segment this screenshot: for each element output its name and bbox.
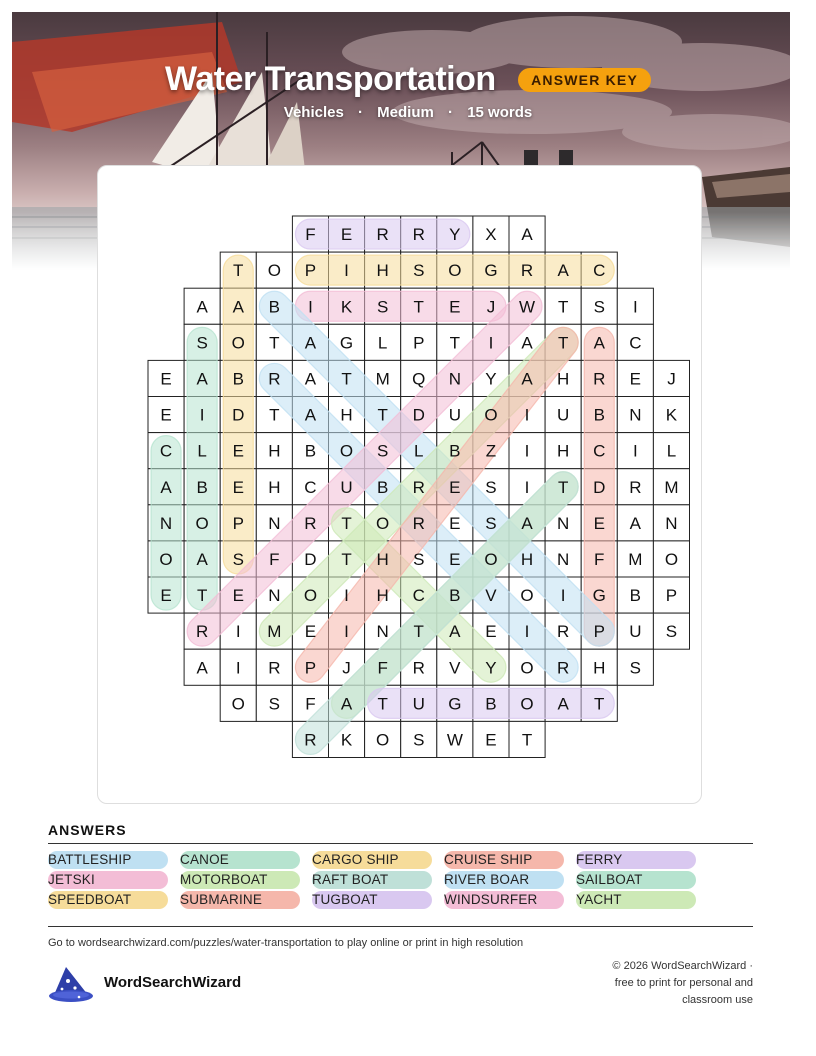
grid-letter: R [268,369,281,389]
grid-letter: A [449,622,461,642]
grid-letter: R [376,225,389,245]
page-title: Water Transportation [164,60,496,98]
grid-letter: B [268,297,281,317]
answer-word: RAFT BOAT [312,871,432,889]
grid-letter: E [449,477,461,497]
category-label: Vehicles [283,104,344,121]
grid-letter: T [449,333,461,353]
grid-letter: B [593,405,605,425]
grid-letter: C [593,441,606,461]
grid-letter: M [664,477,679,497]
grid-letter: S [376,441,389,461]
grid-letter: T [269,405,280,425]
grid-letter: E [232,586,244,606]
answer-word: JETSKI [48,871,168,889]
grid-letter: D [593,477,606,497]
grid-letter: H [340,405,353,425]
grid-letter: T [233,261,244,281]
grid-letter: Y [449,225,461,245]
grid-letter: R [593,369,606,389]
grid-letter: C [629,333,642,353]
grid-letter: G [484,261,498,281]
grid-letter: N [665,513,678,533]
grid-letter: B [196,477,208,497]
grid-letter: R [412,477,425,497]
grid-letter: T [377,405,388,425]
grid-letter: E [232,441,244,461]
grid-letter: O [520,694,534,714]
grid-letter: O [448,261,462,281]
grid-letter: A [521,513,533,533]
answer-word: RIVER BOAR [444,871,564,889]
grid-letter: N [268,513,281,533]
brand-logo[interactable] [48,965,308,1005]
grid-letter: R [520,261,534,281]
grid-letter: K [665,405,678,425]
grid-letter: H [520,549,534,569]
grid-letter: N [557,549,570,569]
answer-word: MOTORBOAT [180,871,300,889]
grid-letter: K [340,297,353,317]
grid-letter: S [376,297,389,317]
grid-letter: I [199,405,205,425]
grid-letter: S [413,730,425,750]
difficulty-label: Medium [377,104,434,121]
grid-letter: I [632,441,638,461]
grid-letter: D [412,405,425,425]
grid-letter: P [665,586,678,606]
answer-word: TUGBOAT [312,891,432,909]
grid-letter: R [304,513,317,533]
grid-letter: H [593,658,606,678]
grid-letter: B [232,369,244,389]
puzzle-card [97,165,702,804]
answer-word: WINDSURFER [444,891,564,909]
grid-letter: S [629,658,642,678]
grid-letter: A [160,477,172,497]
answer-word: SPEEDBOAT [48,891,168,909]
grid-letter: O [231,694,245,714]
grid-letter: A [521,225,533,245]
grid-letter: H [376,586,389,606]
grid-letter: F [269,549,280,569]
grid-letter: A [557,694,569,714]
grid-letter: Y [485,369,497,389]
grid-letter: E [629,369,642,389]
grid-letter: S [232,549,244,569]
grid-letter: O [231,333,245,353]
grid-letter: B [485,694,497,714]
puzzle-meta [0,104,816,121]
grid-letter: S [593,297,605,317]
grid-letter: N [159,513,173,533]
grid-letter: R [629,477,642,497]
word-highlight [295,291,506,321]
copyright-text [573,958,753,1009]
copyright-line: classroom use [682,994,753,1006]
grid-letter: S [413,549,425,569]
grid-letter: T [377,694,388,714]
grid-letter: G [448,694,462,714]
grid-letter: F [377,658,388,678]
grid-letter: E [593,513,605,533]
grid-letter: R [557,658,570,678]
grid-letter: T [269,333,280,353]
grid-letter: H [268,477,281,497]
grid-letter: A [196,297,208,317]
grid-letter: P [304,261,317,281]
answer-word: FERRY [576,851,696,869]
meta-separator: · [448,104,454,121]
grid-letter: B [376,477,389,497]
answers-heading: ANSWERS [48,822,127,838]
word-search-grid [98,166,703,805]
grid-letter: I [308,297,313,317]
grid-letter: A [304,405,317,425]
grid-letter: J [486,297,496,317]
grid-letter: S [485,513,497,533]
grid-letter: F [305,225,316,245]
grid-letter: R [304,730,317,750]
grid-letter: I [632,297,638,317]
grid-letter: O [484,549,498,569]
grid-letter: O [520,658,534,678]
answer-word: YACHT [576,891,696,909]
grid-letter: C [159,441,173,461]
meta-separator: · [358,104,363,121]
grid-letter: T [196,586,208,606]
grid-letter: E [160,405,172,425]
grid-letter: B [449,586,461,606]
grid-letter: E [232,477,244,497]
grid-letter: Y [485,658,497,678]
grid-letter: J [342,658,351,678]
grid-letter: F [594,549,605,569]
grid-letter: T [413,297,424,317]
grid-letter: S [413,261,425,281]
grid-letter: S [665,622,678,642]
grid-letter: N [448,369,461,389]
grid-letter: V [449,658,461,678]
grid-letter: O [159,549,173,569]
grid-letter: O [520,586,534,606]
grid-letter: Q [412,369,426,389]
grid-letter: T [557,477,569,497]
grid-letter: T [557,297,569,317]
grid-letter: T [341,369,352,389]
answer-word: BATTLESHIP [48,851,168,869]
grid-letter: E [449,297,461,317]
grid-letter: N [268,586,281,606]
grid-letter: E [485,622,497,642]
grid-letter: V [485,586,497,606]
grid-letter: B [629,586,642,606]
grid-letter: L [666,441,677,461]
grid-letter: H [376,261,389,281]
grid-letter: W [446,730,463,750]
grid-letter: I [488,333,494,353]
grid-letter: E [160,586,172,606]
word-count-label: 15 words [467,104,533,121]
grid-letter: O [664,549,679,569]
grid-letter: A [196,549,208,569]
grid-letter: N [376,622,389,642]
copyright-line: free to print for personal and [614,977,753,989]
grid-letter: U [448,405,461,425]
grid-letter: S [196,333,208,353]
grid-letter: I [560,586,566,606]
grid-letter: T [413,622,424,642]
answer-word: SAILBOAT [576,871,696,889]
grid-letter: W [519,297,536,317]
grid-letter: A [196,369,208,389]
grid-letter: E [449,549,461,569]
grid-letter: B [449,441,461,461]
grid-letter: C [593,261,606,281]
grid-letter: O [303,586,318,606]
grid-letter: D [232,405,245,425]
grid-letter: A [304,333,317,353]
grid-letter: M [628,549,643,569]
grid-letter: D [304,549,317,569]
grid-letter: M [267,622,282,642]
grid-letter: I [235,622,241,642]
grid-letter: R [412,225,425,245]
answer-word: SUBMARINE [180,891,300,909]
grid-letter: K [340,730,353,750]
grid-letter: F [305,694,316,714]
copyright-line: © 2026 WordSearchWizard · [612,960,753,972]
grid-letter: I [344,586,349,606]
grid-letter: I [524,405,530,425]
grid-letter: E [485,730,497,750]
grid-letter: A [629,513,642,533]
grid-letter: J [667,369,676,389]
grid-letter: H [376,549,389,569]
grid-letter: G [592,586,606,606]
answer-word: CRUISE SHIP [444,851,564,869]
grid-letter: R [196,622,209,642]
answer-word: CANOE [180,851,300,869]
grid-letter: B [304,441,317,461]
grid-letter: L [414,441,424,461]
grid-letter: A [521,333,533,353]
grid-letter: I [235,658,241,678]
grid-letter: A [304,369,317,389]
grid-letter: L [197,441,207,461]
footer-divider [48,926,753,927]
grid-letter: Z [485,441,497,461]
grid-letter: H [268,441,281,461]
grid-letter: T [341,513,352,533]
grid-letter: R [268,658,281,678]
grid-letter: A [521,369,533,389]
grid-letter: O [376,513,390,533]
grid-letter: P [413,333,425,353]
grid-letter: A [340,694,353,714]
grid-letter: O [195,513,209,533]
grid-letter: O [339,441,354,461]
grid-letter: L [377,333,388,353]
grid-letter: P [232,513,244,533]
grid-letter: A [196,658,208,678]
brand-name: WordSearchWizard [104,974,242,991]
grid-letter: O [267,261,281,281]
grid-letter: I [524,477,530,497]
grid-letter: A [557,261,569,281]
grid-letter: I [344,261,349,281]
grid-letter: E [340,225,353,245]
title-row [0,60,816,99]
grid-letter: N [557,513,570,533]
grid-letter: G [339,333,354,353]
grid-letter: N [629,405,642,425]
grid-letter: S [485,477,497,497]
grid-letter: H [557,441,570,461]
grid-letter: O [376,730,390,750]
grid-letter: X [485,225,497,245]
grid-letter: M [375,369,390,389]
grid-letter: T [341,549,352,569]
grid-letter: P [304,658,317,678]
grid-letter: R [557,622,570,642]
grid-letter: R [412,513,425,533]
grid-letter: U [412,694,425,714]
grid-letter: E [449,513,461,533]
grid-letter: U [557,405,570,425]
grid-letter: I [524,441,530,461]
grid-letter: E [304,622,317,642]
answer-word: CARGO SHIP [312,851,432,869]
answers-divider [48,843,753,844]
grid-letter: O [484,405,498,425]
grid-letter: U [340,477,353,497]
puzzle-link[interactable]: Go to wordsearchwizard.com/puzzles/water-transportation to play online or print in high resolution [48,937,524,949]
grid-letter: I [524,622,530,642]
grid-letter: A [593,333,605,353]
grid-letter: A [232,297,244,317]
grid-letter: P [593,622,605,642]
grid-letter: C [304,477,317,497]
grid-letter: E [160,369,172,389]
grid-letter: H [557,369,570,389]
grid-letter: C [412,586,425,606]
grid-letter: T [521,730,533,750]
answer-key-badge: ANSWER KEY [518,68,651,92]
grid-letter: S [268,694,281,714]
grid-letter: T [557,333,569,353]
wizard-hat-icon [48,965,94,1005]
grid-letter: I [344,622,349,642]
grid-letter: T [594,694,605,714]
grid-letter: U [629,622,642,642]
grid-letter: R [412,658,425,678]
